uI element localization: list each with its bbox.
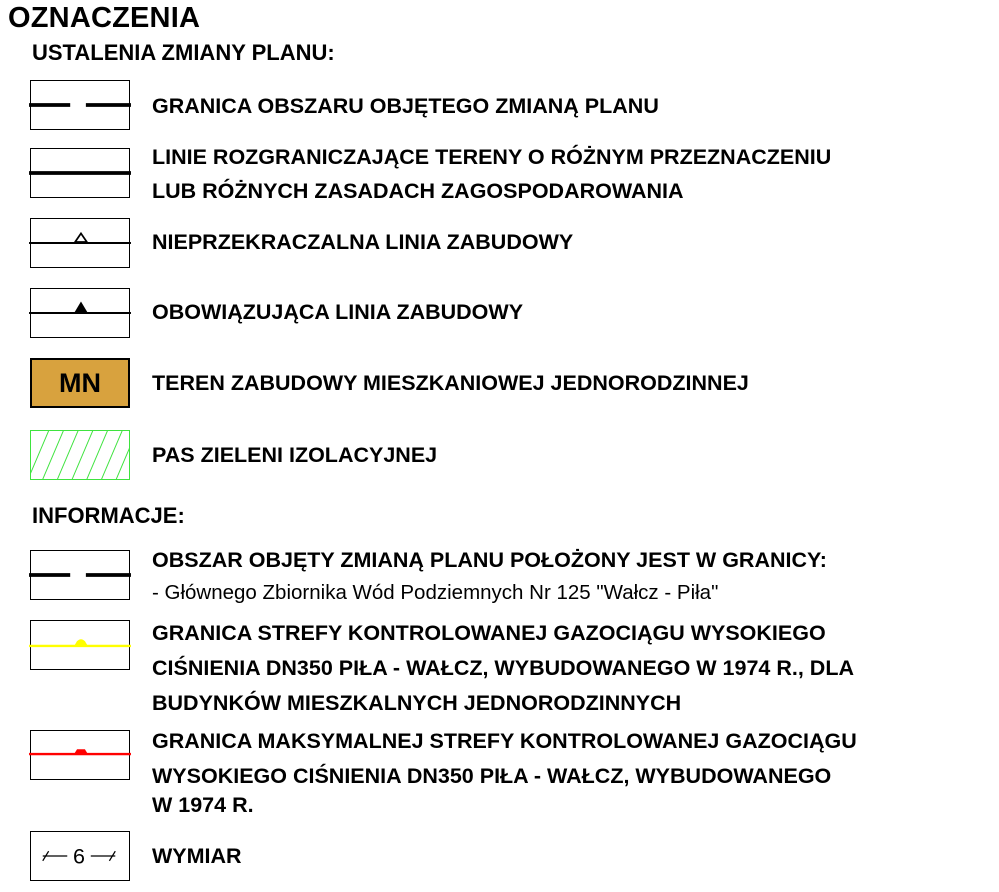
symbol-dimension bbox=[30, 831, 130, 881]
label-plan-boundary: GRANICA OBSZARU OBJĘTEGO ZMIANĄ PLANU bbox=[152, 94, 659, 118]
symbol-dashed-boundary bbox=[30, 80, 130, 130]
label-mn-area: TEREN ZABUDOWY MIESZKANIOWEJ JEDNORODZINNEJ bbox=[152, 371, 749, 395]
section-title-ustalenia: USTALENIA ZMIANY PLANU: bbox=[32, 40, 335, 65]
label-mandatory-building-line: OBOWIĄZUJĄCA LINIA ZABUDOWY bbox=[152, 300, 524, 324]
symbol-mn-area bbox=[30, 358, 130, 408]
symbol-filled-triangle-line bbox=[30, 288, 130, 338]
label-max-gas-zone-1: GRANICA MAKSYMALNEJ STREFY KONTROLOWANEJ GAZOCIĄGU bbox=[152, 729, 857, 753]
label-gas-zone-1: GRANICA STREFY KONTROLOWANEJ GAZOCIĄGU WYSOKIEGO bbox=[152, 621, 826, 645]
label-dividing-lines-1: LINIE ROZGRANICZAJĄCE TERENY O RÓŻNYM PRZEZNACZENIU bbox=[152, 145, 832, 169]
symbol-red-gas-zone bbox=[30, 730, 130, 780]
label-max-building-line: NIEPRZEKRACZALNA LINIA ZABUDOWY bbox=[152, 230, 574, 254]
label-dividing-lines-2: LUB RÓŻNYCH ZASADACH ZAGOSPODAROWANIA bbox=[152, 179, 684, 203]
legend-title: OZNACZENIA bbox=[8, 2, 201, 34]
label-area-within-boundary: OBSZAR OBJĘTY ZMIANĄ PLANU POŁOŻONY JEST W GRANICY: bbox=[152, 548, 827, 572]
section-title-informacje: INFORMACJE: bbox=[32, 503, 185, 528]
label-groundwater-text: - Głównego Zbiornika Wód Podziemnych Nr 125 "Wałcz - Piła" bbox=[152, 581, 719, 604]
symbol-open-triangle-line bbox=[30, 218, 130, 268]
symbol-green-hatch bbox=[30, 430, 130, 480]
label-gas-zone-2: CIŚNIENIA DN350 PIŁA - WAŁCZ, WYBUDOWANEGO W 1974 R., DLA bbox=[152, 656, 854, 680]
label-max-gas-zone-2: WYSOKIEGO CIŚNIENIA DN350 PIŁA - WAŁCZ, WYBUDOWANEGO bbox=[152, 764, 832, 788]
symbol-yellow-gas-zone bbox=[30, 620, 130, 670]
label-groundwater-reservoir bbox=[152, 575, 718, 610]
symbol-dashed-boundary-info bbox=[30, 550, 130, 600]
symbol-mn-text: MN bbox=[59, 367, 101, 398]
label-dimension: WYMIAR bbox=[152, 844, 242, 868]
label-green-belt: PAS ZIELENI IZOLACYJNEJ bbox=[152, 443, 438, 467]
symbol-solid-dividing-line bbox=[30, 148, 130, 198]
label-max-gas-zone-3: W 1974 R. bbox=[152, 793, 254, 817]
label-gas-zone-3: BUDYNKÓW MIESZKALNYCH JEDNORODZINNYCH bbox=[152, 691, 682, 715]
dimension-value-text: 6 bbox=[73, 844, 86, 869]
